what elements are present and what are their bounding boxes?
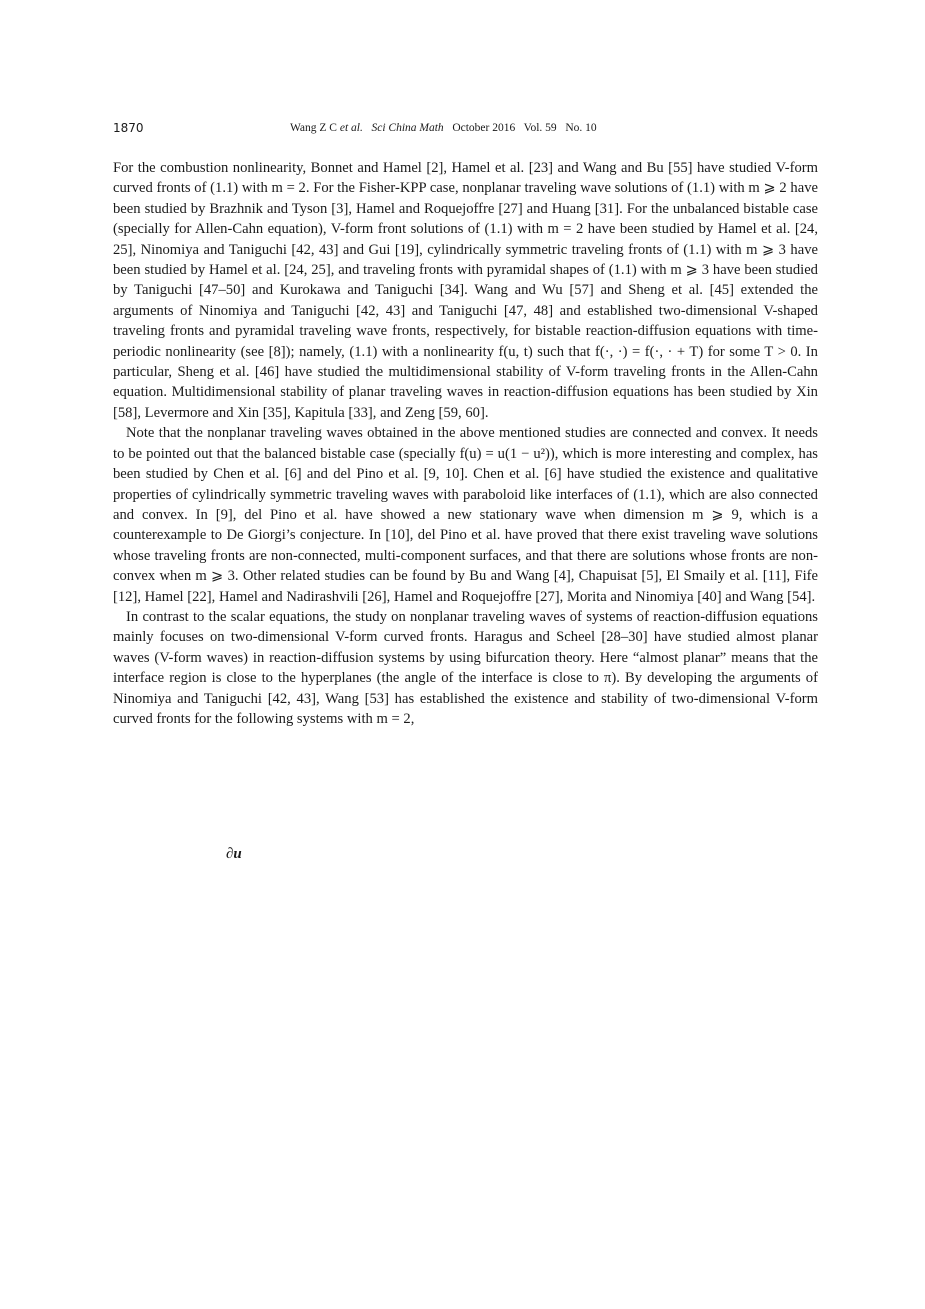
running-authors: Wang Z C — [290, 122, 337, 134]
running-title — [290, 119, 597, 137]
running-date: October 2016 — [452, 122, 516, 134]
body-text — [113, 158, 818, 729]
paragraph-1: For the combustion nonlinearity, Bonnet and Hamel [2], Hamel et al. [23] and Wang and Bu [55] have studied V-form curved fronts of (1.1) with m = 2. For the Fisher-KPP case, nonplanar traveling wave solutions of (1.1) with m ⩾ 2 have been studied by Brazhnik and Tyson [3], Hamel and Roquejoffre [27] and Huang [31]. For the unbalanced bistable case (specially for Allen-Cahn equation), V-form front solutions of (1.1) with m = 2 have been studied by Hamel et al. [24, 25], Ninomiya and Taniguchi [42, 43] and Gui [19], cylindrically symmetric traveling fronts of (1.1) with m ⩾ 3 have been studied by Hamel et al. [24, 25], and traveling fronts with pyramidal shapes of (1.1) with m ⩾ 3 have been studied by Taniguchi [47–50] and Kurokawa and Taniguchi [34]. Wang and Wu [57] and Sheng et al. [45] extended the arguments of Ninomiya and Taniguchi [42, 43] and Taniguchi [47, 48] and established two-dimensional V-shaped traveling fronts and pyramidal traveling wave fronts, respectively, for bistable reaction-diffusion equations with time-periodic nonlinearity (see [8]); namely, (1.1) with a nonlinearity f(u, t) such that f(·, ·) = f(·, · + T) for some T > 0. In particular, Sheng et al. [46] have studied the multidimensional stability of V-form traveling fronts in the Allen-Cahn equation. Multidimensional stability of planar traveling waves in reaction-diffusion equations has been studied by Xin [58], Levermore and Xin [35], Kapitula [33], and Zeng [59, 60]. — [113, 160, 818, 421]
running-header — [113, 119, 818, 137]
page-number: 1870 — [113, 121, 144, 135]
paragraph-2: Note that the nonplanar traveling waves obtained in the above mentioned studies are connected and convex. It needs to be pointed out that the balanced bistable case (specially f(u) = u(1 − u²)), which is more interesting and complex, has been studied by Chen et al. [6] and del Pino et al. [9, 10]. Chen et al. [6] have studied the existence and qualitative properties of cylindrically symmetric traveling waves with paraboloid like interfaces of (1.1), which are also connected and convex. In [9], del Pino et al. have showed a new stationary wave when dimension m ⩾ 9, which is a counterexample to De Giorgi’s conjecture. In [10], del Pino et al. have proved that there exist traveling wave solutions whose traveling fronts are non-connected, multi-component surfaces, and that there are solutions whose fronts are non-convex when m ⩾ 3. Other related studies can be found by Bu and Wang [4], Chapuisat [5], El Smaily et al. [11], Fife [12], Hamel [22], Hamel and Nadirashvili [26], Hamel and Roquejoffre [27], Morita and Ninomiya [40] and Wang [54]. — [113, 425, 818, 605]
running-journal: Sci China Math — [371, 122, 444, 134]
running-volume: Vol. 59 — [523, 122, 557, 134]
running-issue: No. 10 — [565, 122, 597, 134]
equation-fragment: ∂u — [226, 846, 242, 862]
paragraph-3: In contrast to the scalar equations, the study on nonplanar traveling waves of systems of reaction-diffusion equations mainly focuses on two-dimensional V-form curved fronts. Haragus and Scheel [28–30] have studied almost planar waves (V-form waves) in reaction-diffusion systems by using bifurcation theory. Here “almost planar” means that the interface region is close to the hyperplanes (the angle of the interface is close to π). By developing the arguments of Ninomiya and Taniguchi [42, 43], Wang [53] has established the existence and stability of two-dimensional V-form curved fronts for the following systems with m = 2, — [113, 608, 818, 727]
running-et-al: et al. — [339, 122, 363, 134]
